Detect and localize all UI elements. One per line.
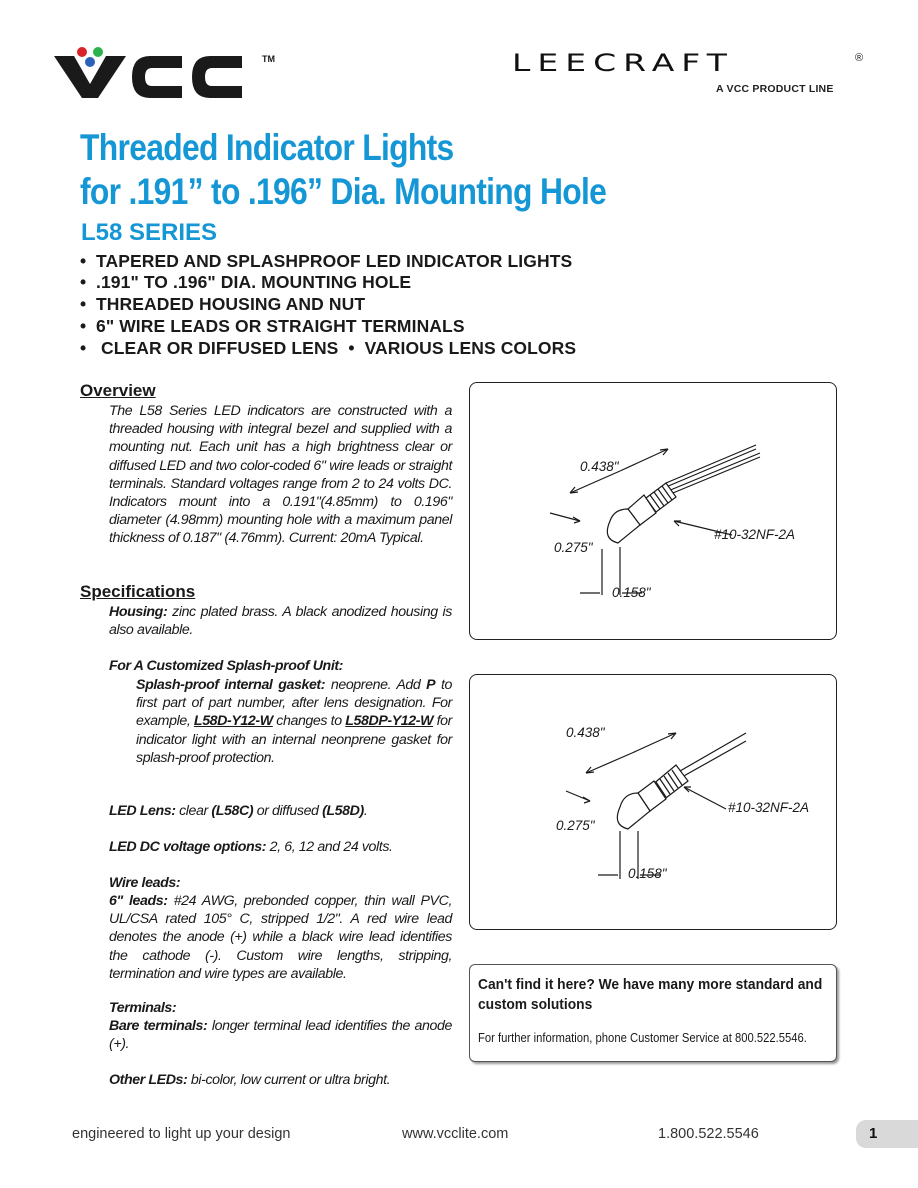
feature-item: [80, 338, 576, 359]
spec-text: zinc plated brass. A black anodized housing is also available.: [109, 604, 452, 639]
spec-other-leds: [109, 1071, 452, 1089]
spec-text: changes to: [276, 713, 346, 730]
page-number-tab: [856, 1120, 918, 1148]
spec-label: Splash-proof internal gasket:: [136, 677, 326, 693]
spec-label: LED DC voltage options:: [109, 839, 267, 855]
spec-text: longer terminal lead identifies the anode (+).: [109, 1018, 452, 1053]
callout-body: For further information, phone Customer Service at 800.522.5546.: [478, 1031, 807, 1045]
dimension-diameter: 0.275": [554, 540, 593, 555]
dimension-diameter: 0.275": [556, 818, 595, 833]
spec-text: to first part of part number, after lens designation. For example,: [136, 677, 452, 730]
contact-callout: [469, 964, 837, 1062]
spec-voltage: [109, 838, 452, 856]
callout-heading: Can't find it here? We have many more standard and custom solutions: [478, 976, 823, 1013]
trademark: TM: [262, 54, 275, 64]
spec-label: For A Customized Splash-proof Unit:: [109, 658, 344, 674]
leecraft-logo: [512, 50, 872, 100]
vcc-logo: [52, 42, 282, 102]
feature-text: .191" TO .196" DIA. MOUNTING HOLE: [96, 272, 412, 292]
dimension-length: 0.438": [580, 459, 619, 474]
spec-custom-heading: [109, 657, 452, 675]
spec-text: (L58D): [322, 803, 364, 819]
thread-spec: #10-32NF-2A: [728, 800, 810, 815]
spec-text: P: [426, 677, 436, 693]
spec-text: clear: [175, 803, 212, 819]
spec-terminals-heading: [109, 999, 452, 1017]
spec-label: Wire leads:: [109, 875, 181, 891]
dimension-diagram-terminals: [469, 674, 837, 930]
spec-label: Housing:: [109, 604, 168, 620]
spec-text: or diffused: [253, 803, 323, 819]
specifications-heading: Specifications: [80, 582, 196, 601]
vcc-logo-icon: [52, 42, 282, 102]
spec-label: 6" leads:: [109, 893, 168, 909]
spec-text: bi-color, low current or ultra bright.: [187, 1072, 391, 1088]
overview-text: The L58 Series LED indicators are constructed with a threaded housing with integral bezel and supplied with a mounting nut. Each unit has a high brightness clear or diffused LED and two color-coded 6" wire leads or straight terminals. Standard voltages range from 2 to 24 volts DC. Indicators mount into a 0.191"(4.85mm) to 0.196" diameter (4.98mm) mounting hole with a maximum panel thickness of 0.187" (4.76mm). Current: 20mA Typical.: [109, 403, 452, 547]
led-wire-leads-drawing-icon: [470, 383, 836, 639]
footer-phone: 1.800.522.5546: [658, 1126, 759, 1142]
spec-lens: [109, 802, 452, 820]
spec-text: #24 AWG, prebonded copper, thin wall PVC, UL/CSA rated 105° C, stripped 1/2". A red wire lead denotes the anode (+) while a black wire lead identifies the cathode (-). Custom wire lengths, stripping, termination and wire types are available.: [109, 893, 453, 982]
page-title-line-2: for .191” to .196” Dia. Mounting Hole: [80, 171, 607, 212]
feature-text: 6" WIRE LEADS OR STRAIGHT TERMINALS: [96, 316, 465, 336]
feature-text: THREADED HOUSING AND NUT: [96, 294, 366, 314]
spec-gasket: [136, 676, 452, 767]
leecraft-wordmark: LEECRAFT: [512, 48, 734, 77]
part-number: L58DP-Y12-W: [345, 713, 434, 730]
feature-text: TAPERED AND SPLASHPROOF LED INDICATOR LIGHTS: [96, 251, 573, 271]
feature-text: CLEAR OR DIFFUSED LENS: [100, 338, 339, 358]
spec-label: Bare terminals:: [109, 1018, 208, 1034]
thread-spec: #10-32NF-2A: [714, 527, 796, 542]
dimension-lens: 0.158": [612, 585, 651, 600]
leecraft-subtitle: A VCC PRODUCT LINE: [716, 83, 834, 95]
dimension-lens: 0.158": [628, 866, 667, 881]
dimension-length: 0.438": [566, 725, 605, 740]
feature-item: [80, 316, 465, 337]
spec-text: 2, 6, 12 and 24 volts.: [266, 839, 393, 855]
part-number: L58D-Y12-W: [193, 713, 273, 730]
registered-mark: ®: [855, 52, 864, 64]
spec-label: Other LEDs:: [109, 1072, 188, 1088]
bullet-icon: •: [80, 316, 87, 336]
page-number: 1: [869, 1125, 878, 1142]
blue-dot-icon: [85, 57, 95, 67]
spec-text: (L58C): [211, 803, 254, 819]
feature-item: [80, 294, 365, 315]
bullet-icon: •: [80, 251, 87, 271]
spec-terminals: [109, 1017, 452, 1053]
dimension-diagram-wire-leads: [469, 382, 837, 640]
spec-wire-heading: [109, 874, 452, 892]
feature-item: [80, 251, 572, 272]
spec-label: Terminals:: [109, 1000, 177, 1016]
green-dot-icon: [93, 47, 103, 57]
spec-text: for indicator light with an internal neonprene gasket for splash-proof protection.: [136, 713, 452, 766]
feature-item: [80, 272, 411, 293]
overview-heading: Overview: [80, 381, 156, 400]
spec-wire: [109, 892, 452, 983]
bullet-icon: •: [348, 338, 355, 358]
bullet-icon: •: [80, 272, 87, 292]
page-title-line-1: Threaded Indicator Lights: [80, 127, 454, 168]
feature-text: VARIOUS LENS COLORS: [364, 338, 577, 358]
spec-text: neoprene. Add: [325, 677, 427, 693]
footer-website-link[interactable]: www.vcclite.com: [402, 1126, 509, 1142]
footer-tagline: engineered to light up your design: [72, 1126, 291, 1142]
spec-housing: [109, 603, 452, 639]
bullet-icon: •: [80, 338, 87, 358]
series-name: L58 SERIES: [81, 219, 218, 246]
spec-label: LED Lens:: [109, 803, 176, 819]
bullet-icon: •: [80, 294, 87, 314]
red-dot-icon: [77, 47, 87, 57]
spec-text: .: [363, 803, 368, 819]
